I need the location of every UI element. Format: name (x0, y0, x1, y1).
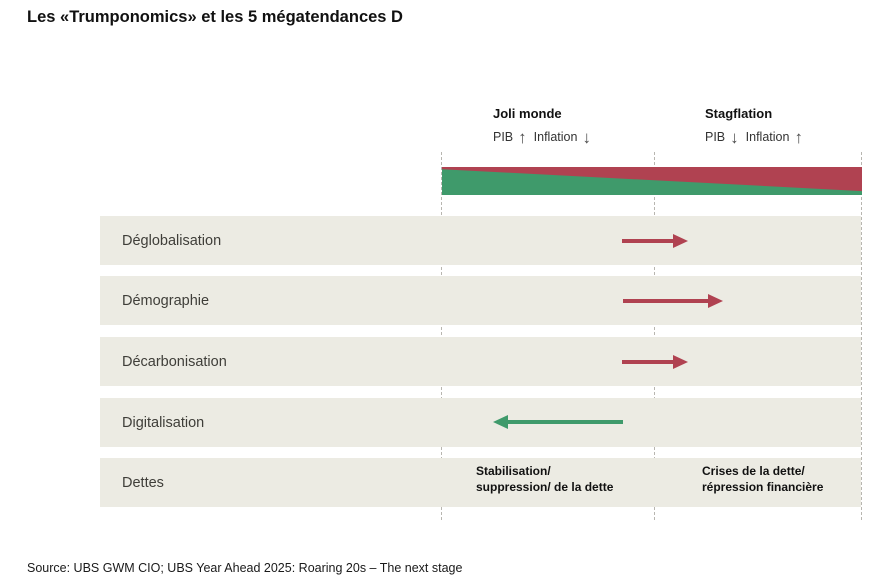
arrow-head (673, 355, 688, 369)
dettes-note-line: Crises de la dette/ (702, 464, 805, 478)
scenario-metrics-stagflation (705, 128, 810, 148)
inflation-label: Inflation (533, 130, 578, 144)
scenario-gradient-bar (442, 167, 862, 195)
arrow-shaft (622, 360, 675, 364)
scenario-header-joli-monde (493, 106, 598, 148)
pib-label: PIB (493, 130, 514, 144)
scenario-metrics-joli-monde (493, 128, 598, 148)
trend-label: Décarbonisation (122, 353, 227, 370)
arrow-head (673, 234, 688, 248)
deglobalisation-right-arrow-icon (622, 234, 688, 248)
arrow-down-icon: ↓ (582, 128, 591, 147)
gradient-green-wedge (442, 167, 862, 195)
dettes-note-stagflation (702, 463, 823, 495)
pib-label: PIB (705, 130, 726, 144)
dettes-note-line: suppression/ de la dette (476, 480, 614, 494)
arrow-shaft (623, 299, 710, 303)
source-note: Source: UBS GWM CIO; UBS Year Ahead 2025: Roaring 20s – The next stage (27, 561, 463, 575)
trend-row-digitalisation (100, 398, 861, 447)
figure-title: Les «Trumponomics» et les 5 mégatendances D (27, 8, 403, 26)
dettes-note-joli-monde (476, 463, 613, 495)
trend-label: Dettes (122, 474, 164, 491)
arrow-shaft (622, 239, 675, 243)
arrow-head (493, 415, 508, 429)
demographie-right-arrow-icon (623, 294, 723, 308)
inflation-label: Inflation (745, 130, 790, 144)
decarbonisation-right-arrow-icon (622, 355, 688, 369)
scenario-name-stagflation: Stagflation (705, 106, 773, 121)
arrow-head (708, 294, 723, 308)
trend-row-demographie (100, 276, 861, 325)
dettes-note-line: répression financière (702, 480, 824, 494)
trend-row-decarbonisation (100, 337, 861, 386)
arrow-down-icon: ↓ (730, 128, 739, 147)
arrow-shaft (506, 420, 623, 424)
dashed-gridline-right (861, 152, 862, 520)
trend-label: Digitalisation (122, 414, 205, 431)
trend-row-deglobalisation (100, 216, 861, 265)
trend-label: Démographie (122, 292, 210, 309)
dettes-note-line: Stabilisation/ (476, 464, 551, 478)
scenario-name-joli-monde: Joli monde (493, 106, 562, 121)
arrow-up-icon: ↑ (518, 128, 527, 147)
trend-label: Déglobalisation (122, 232, 222, 249)
digitalisation-left-arrow-icon (493, 415, 623, 429)
scenario-header-stagflation (705, 106, 810, 148)
arrow-up-icon: ↑ (794, 128, 803, 147)
